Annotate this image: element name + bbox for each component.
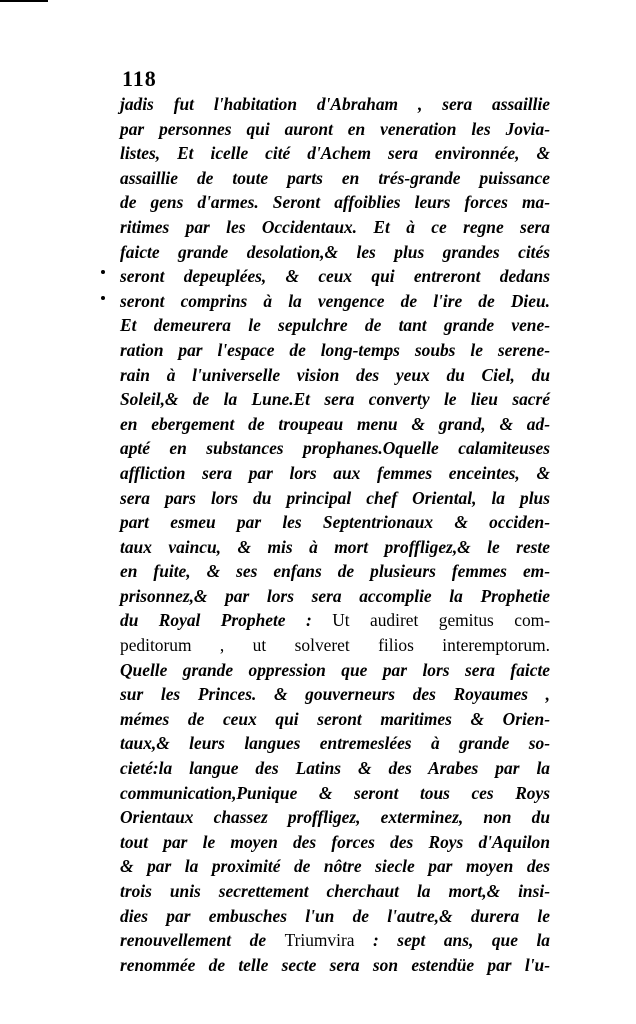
text-line: renommée de telle secte sera son estendüe par l'u- [120,954,550,975]
text-line: Quelle grande oppression que par lors sera faicte [120,659,550,680]
text-line: ration par l'espace de long-temps soubs le serene- [120,339,550,360]
corner-scan-mark [0,0,48,2]
latin-word: Triumvira [284,930,355,951]
text-line: en ebergement de troupeau menu & grand, & ad- [120,413,550,434]
text-line: en fuite, & ses enfans de plusieurs femmes em- [120,561,550,582]
text-line: Orientaux chassez proffligez, exterminez, non du [120,807,550,828]
latin-quote: Ut audiret gemitus com- [332,610,550,631]
margin-mark [101,296,105,300]
text-line: de gens d'armes. Seront affoiblies leurs forces ma- [120,192,550,213]
text-fragment: du Royal Prophete : [120,610,333,631]
text-line: prisonnez,& par lors sera accomplie la Prophetie [120,585,550,606]
text-line: listes, Et icelle cité d'Achem sera environnée, & [120,143,550,164]
text-line: mémes de ceux qui seront maritimes & Orien- [120,708,550,729]
text-line: ritimes par les Occidentaux. Et à ce regne sera [120,216,550,237]
text-line: trois unis secrettement cherchaut la mort,& insi- [120,881,550,901]
page-number: 118 [122,66,157,91]
margin-mark [101,270,105,274]
text-line: part esmeu par les Septentrionaux & occiden- [120,512,550,533]
text-line: seront depeuplées, & ceux qui entreront dedans [120,266,550,287]
text-line: taux vaincu, & mis à mort proffligez,& le reste [120,536,550,557]
text-line [120,928,550,953]
text-line: rain à l'universelle vision des yeux du Ciel, du [120,364,550,385]
text-line: Et demeurera le sepulchre de tant grande vene- [120,315,550,336]
text-line: par personnes qui auront en veneration les Jovia- [120,118,550,139]
text-line: sur les Princes. & gouverneurs des Royaumes , [120,684,550,705]
text-line: faicte grande desolation,& les plus grandes cités [120,241,550,262]
text-line: jadis fut l'habitation d'Abraham , sera assaillie [120,94,550,114]
text-line: assaillie de toute parts en trés-grande puissance [120,167,550,188]
text-fragment: renouvellement de [120,930,285,951]
text-line: cieté:la langue des Latins & des Arabes par la [120,758,550,779]
text-line: apté en substances prophanes.Oquelle calamiteuses [120,438,550,459]
text-line [120,608,550,633]
text-line: dies par embusches l'un de l'autre,& durera le [120,905,550,926]
latin-quote: peditorum , ut solveret filios interemptorum. [120,635,550,656]
text-line: communication,Punique & seront tous ces Roys [120,782,550,803]
text-fragment: : sept ans, que la [354,930,550,951]
text-line: taux,& leurs langues entremeslées à grande so- [120,733,550,754]
text-line: seront comprins à la vengence de l'ire de Dieu. [120,290,550,311]
body-text [120,92,550,977]
text-line: sera pars lors du principal chef Oriental, la plus [120,487,550,508]
text-line: & par la proximité de nôtre siecle par moyen des [120,856,550,877]
text-line: Soleil,& de la Lune.Et sera converty le lieu sacré [120,389,550,410]
text-line: tout par le moyen des forces des Roys d'Aquilon [120,831,550,852]
text-line: affliction sera par lors aux femmes enceintes, & [120,462,550,483]
text-line [120,633,550,658]
